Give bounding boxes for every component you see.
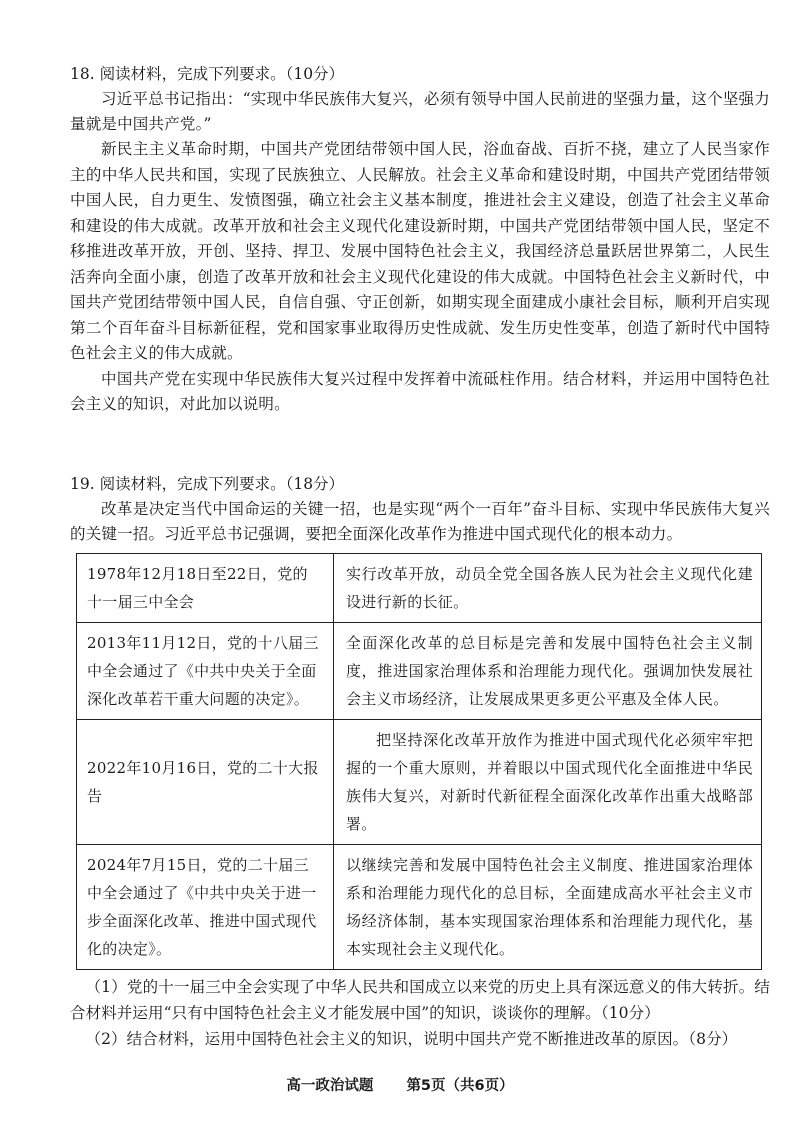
- table-cell-event: 2024年7月15日，党的二十届三中全会通过了《中共中央关于进一步全面深化改革、推进中国式现代化的决定》。: [77, 845, 334, 970]
- table-row: [77, 554, 762, 623]
- question-18: [70, 62, 770, 417]
- question-18-heading: 18. 阅读材料，完成下列要求。（10分）: [70, 65, 345, 83]
- footer-page-number: 第5页（共6页）: [406, 1078, 514, 1094]
- table-cell-content: 以继续完善和发展中国特色社会主义制度、推进国家治理体系和治理能力现代化的总目标，全面建成高水平社会主义市场经济体制，基本实现国家治理体系和治理能力现代化，基本实现社会主义现代化。: [334, 845, 762, 970]
- question-19-heading: 19. 阅读材料，完成下列要求。（18分）: [70, 475, 345, 493]
- table-cell-event: 2022年10月16日，党的二十大报告: [77, 720, 334, 845]
- question-19-sub-1: （1）党的十一届三中全会实现了中华人民共和国成立以来党的历史上具有深远意义的伟大转折。结合材料并运用“只有中国特色社会主义才能发展中国”的知识，谈谈你的理解。（10分）: [70, 978, 770, 1022]
- table-cell-event: 2013年11月12日，党的十八届三中全会通过了《中共中央关于全面深化改革若干重大问题的决定》。: [77, 623, 334, 720]
- question-18-material: 新民主主义革命时期，中国共产党团结带领中国人民，浴血奋战、百折不挠，建立了人民当家作主的中华人民共和国，实现了民族独立、人民解放。社会主义革命和建设时期，中国共产党团结带领中国人民，自力更生、发愤图强，确立社会主义基本制度，推进社会主义建设，创造了社会主义革命和建设的伟大成就。改革开放和社会主义现代化建设新时期，中国共产党团结带领中国人民，坚定不移推进改革开放，开创、坚持、捍卫、发展中国特色社会主义，我国经济总量跃居世界第二，人民生活奔向全面小康，创造了改革开放和社会主义现代化建设的伟大成就。中国特色社会主义新时代，中国共产党团结带领中国人民，自信自强、守正创新，如期实现全面建成小康社会目标，顺利开启实现第二个百年奋斗目标新征程，党和国家事业取得历史性成就、发生历史性变革，创造了新时代中国特色社会主义的伟大成就。: [70, 140, 770, 362]
- question-19-sub-2: （2）结合材料，运用中国特色社会主义的知识，说明中国共产党不断推进改革的原因。（8分）: [85, 1030, 738, 1048]
- table-cell-event: 1978年12月18日至22日，党的十一届三中全会: [77, 554, 334, 623]
- reform-milestones-table: [76, 553, 762, 970]
- table-cell-content: 把坚持深化改革开放作为推进中国式现代化必须牢牢把握的一个重大原则，并着眼以中国式现代化全面推进中华民族伟大复兴，对新时代新征程全面深化改革作出重大战略部署。: [334, 720, 762, 845]
- question-19: [70, 472, 770, 1052]
- table-row: [77, 845, 762, 970]
- question-18-prompt: 中国共产党在实现中华民族伟大复兴过程中发挥着中流砥柱作用。结合材料，并运用中国特色社会主义的知识，对此加以说明。: [70, 369, 770, 413]
- table-cell-content: 实行改革开放，动员全党全国各族人民为社会主义现代化建设进行新的长征。: [334, 554, 762, 623]
- exam-page: [70, 62, 770, 1048]
- question-19-intro: 改革是决定当代中国命运的关键一招，也是实现“两个一百年”奋斗目标、实现中华民族伟大复兴的关键一招。习近平总书记强调，要把全面深化改革作为推进中国式现代化的根本动力。: [70, 500, 770, 543]
- question-18-quote: 习近平总书记指出：“实现中华民族伟大复兴，必须有领导中国人民前进的坚强力量，这个坚强力量就是中国共产党。”: [70, 90, 770, 133]
- footer-subject: 高一政治试题: [286, 1078, 374, 1094]
- table-row: [77, 623, 762, 720]
- page-footer: [0, 1074, 800, 1095]
- table-cell-content: 全面深化改革的总目标是完善和发展中国特色社会主义制度，推进国家治理体系和治理能力现代化。强调加快发展社会主义市场经济，让发展成果更多更公平惠及全体人民。: [334, 623, 762, 720]
- table-row: [77, 720, 762, 845]
